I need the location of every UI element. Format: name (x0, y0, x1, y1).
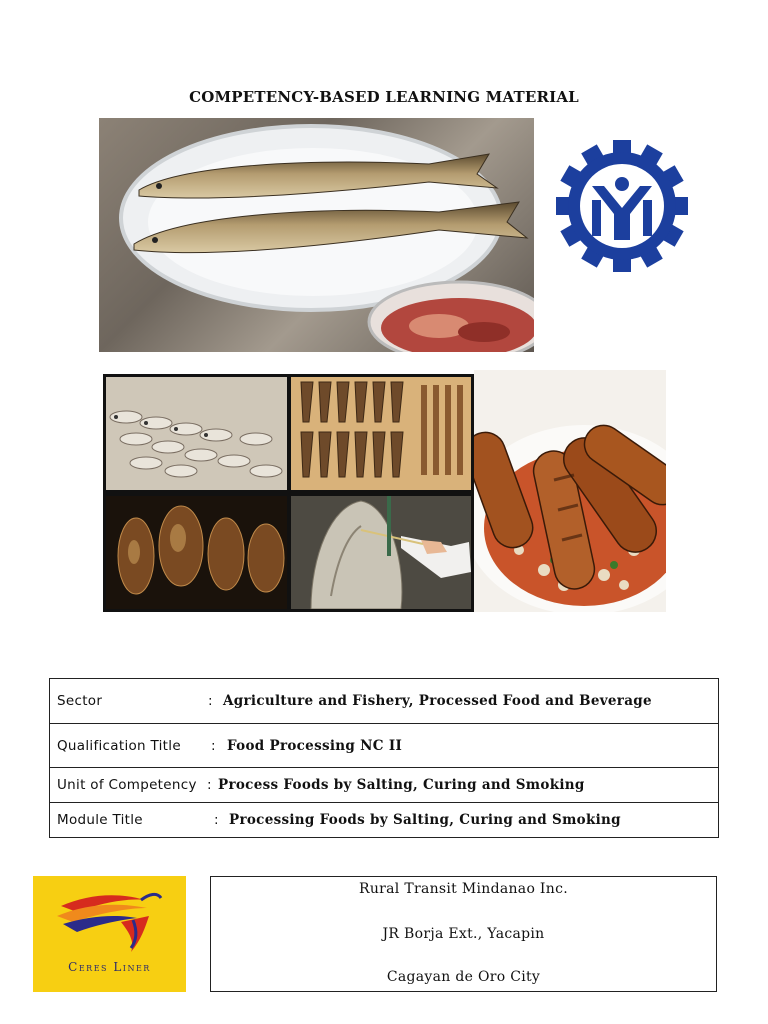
address-city: Cagayan de Oro City (386, 969, 541, 985)
dried-fish-photo (291, 377, 471, 490)
food-collage (103, 374, 474, 612)
info-row-unit (50, 768, 718, 803)
module-title-label: Module Title (57, 812, 143, 828)
separator: : (211, 737, 216, 754)
qualification-title-value: Food Processing NC II (227, 737, 403, 754)
sausage-bowl-photo (474, 370, 666, 612)
info-row-module (50, 803, 718, 837)
separator: : (208, 693, 213, 709)
ceres-liner-wordmark: Ceres Liner (68, 960, 151, 974)
ceres-liner-logo (33, 876, 186, 992)
smoked-fish-photo (99, 118, 534, 352)
document-title: COMPETENCY-BASED LEARNING MATERIAL (189, 88, 579, 106)
separator: : (214, 812, 219, 828)
unit-of-competency-value: Process Foods by Salting, Curing and Smoking (218, 777, 585, 793)
qualification-title-label: Qualification Title (57, 737, 181, 754)
ham-inspection-photo (291, 496, 471, 609)
address-company: Rural Transit Mindanao Inc. (359, 881, 568, 897)
address-box (210, 876, 717, 992)
module-title-value: Processing Foods by Salting, Curing and Smoking (229, 812, 621, 828)
separator: : (207, 777, 212, 793)
sector-label: Sector (57, 693, 103, 709)
tesda-gear-logo (550, 140, 695, 272)
salted-fish-photo (106, 377, 287, 490)
cured-ham-photo (106, 496, 287, 609)
module-info-table (49, 678, 719, 838)
address-street: JR Borja Ext., Yacapin (382, 926, 545, 942)
unit-of-competency-label: Unit of Competency (57, 777, 197, 793)
sector-value: Agriculture and Fishery, Processed Food and Beverage (223, 693, 652, 709)
info-row-qualification (50, 724, 718, 768)
info-row-sector (50, 679, 718, 724)
